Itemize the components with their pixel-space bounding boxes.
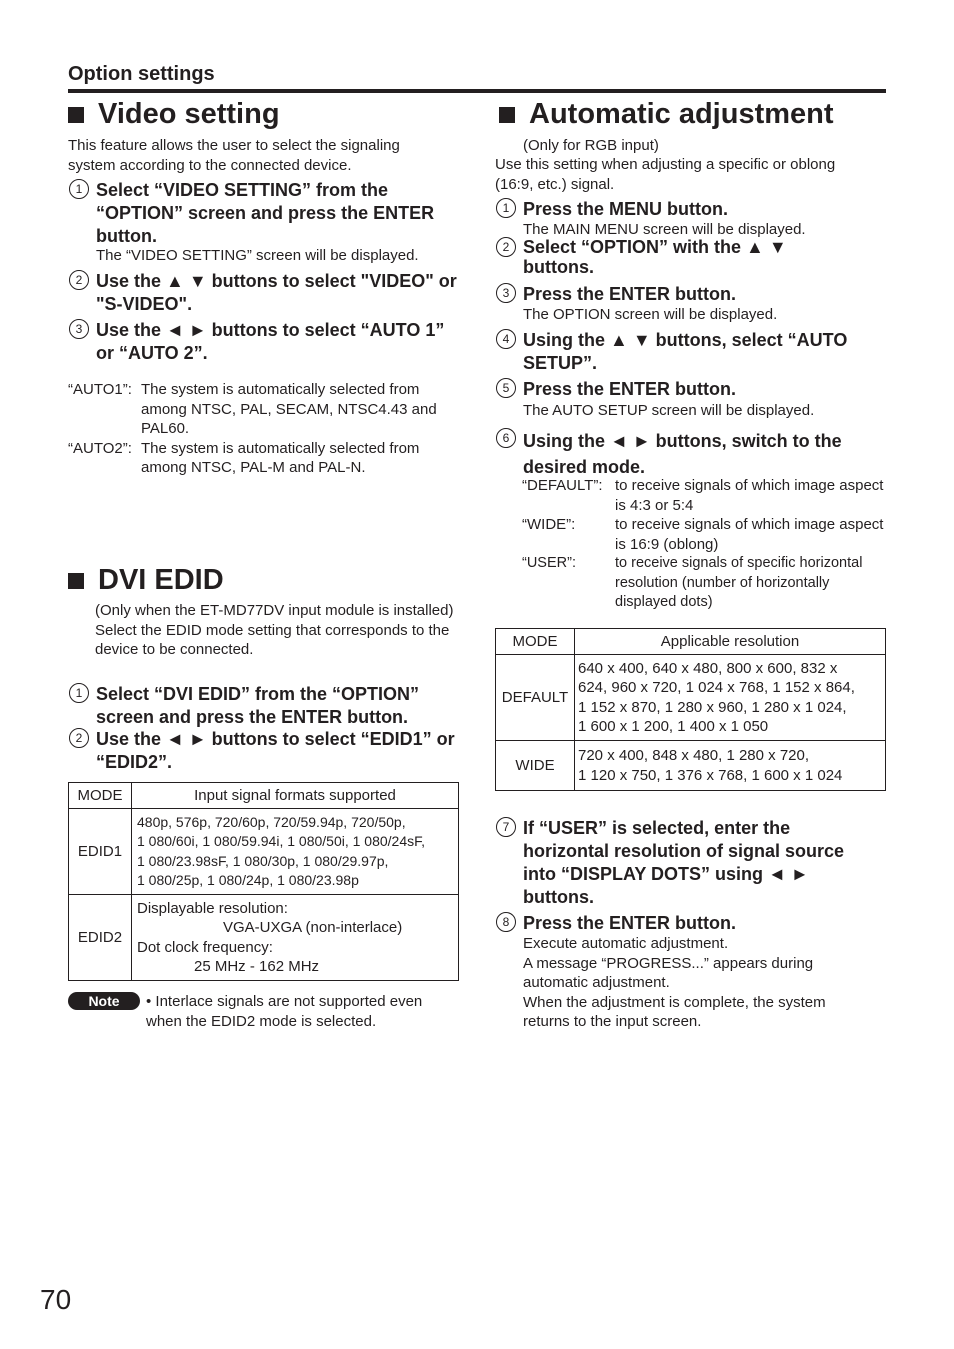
dvi-edid-heading bbox=[68, 564, 224, 597]
edid-table bbox=[68, 782, 459, 981]
auto-step-8 bbox=[502, 912, 873, 935]
square-bullet-icon bbox=[68, 573, 84, 589]
dvi-edid-intro-1: (Only when the ET-MD77DV input module is installed) bbox=[95, 602, 454, 619]
auto1-definition bbox=[68, 380, 468, 478]
square-bullet-icon bbox=[499, 107, 515, 123]
table-cell-formats bbox=[132, 809, 459, 895]
step-number: 4 bbox=[496, 329, 516, 349]
cell-line: 1 080/60i, 1 080/59.94i, 1 080/50i, 1 080/24sF, bbox=[137, 833, 426, 849]
step-text: Press the MENU button. bbox=[523, 199, 729, 219]
note-text: • Interlace signals are not supported even when the EDID2 mode is selected. bbox=[146, 993, 423, 1030]
step-text: Using the ◄ ► buttons, switch to the desired mode. bbox=[523, 431, 842, 477]
step-number: 5 bbox=[496, 378, 516, 398]
cell-line: 624, 960 x 720, 1 024 x 768, 1 152 x 864, bbox=[578, 679, 855, 696]
mode-key: “DEFAULT”: bbox=[522, 477, 603, 494]
step-text: Select “VIDEO SETTING” from the “OPTION” screen and press the ENTER button. bbox=[96, 180, 435, 246]
table-cell-mode: EDID2 bbox=[69, 895, 132, 981]
video-step-1-sub: The “VIDEO SETTING” screen will be displayed. bbox=[96, 247, 419, 264]
table-header: Input signal formats supported bbox=[132, 783, 459, 809]
cell-line: 1 120 x 750, 1 376 x 768, 1 600 x 1 024 bbox=[578, 766, 843, 784]
auto1-text: The system is automatically selected from among NTSC, PAL, SECAM, NTSC4.43 and PAL60. bbox=[141, 381, 437, 437]
auto1-label: “AUTO1”: bbox=[68, 381, 132, 398]
note-badge: Note bbox=[68, 992, 140, 1010]
mode-definition bbox=[522, 515, 884, 554]
cell-line: 1 152 x 870, 1 280 x 960, 1 280 x 1 024, bbox=[578, 698, 847, 716]
auto-adjust-intro-2: Use this setting when adjusting a specific or oblong (16:9, etc.) signal. bbox=[495, 156, 836, 193]
cell-line: Dot clock frequency: bbox=[137, 938, 273, 956]
table-cell-mode: EDID1 bbox=[69, 809, 132, 895]
table-row bbox=[69, 809, 459, 895]
mode-value: to receive signals of which image aspect is 4:3 or 5:4 bbox=[615, 477, 884, 514]
cell-line: 25 MHz - 162 MHz bbox=[194, 958, 320, 975]
auto-step-8-sub bbox=[523, 934, 863, 1032]
cell-line: 1 600 x 1 200, 1 400 x 1 050 bbox=[578, 718, 769, 735]
final-line: A message “PROGRESS...” appears during automatic adjustment. bbox=[523, 954, 814, 991]
section-label: Option settings bbox=[68, 63, 215, 85]
dvi-step-1 bbox=[75, 683, 464, 729]
table-cell-mode: WIDE bbox=[496, 741, 575, 791]
dvi-step-2 bbox=[75, 728, 464, 774]
header-rule bbox=[68, 89, 886, 93]
auto-step-4 bbox=[502, 329, 883, 375]
table-cell-mode: DEFAULT bbox=[496, 655, 575, 741]
step-number: 3 bbox=[496, 283, 516, 303]
auto-step-5-sub: The AUTO SETUP screen will be displayed. bbox=[523, 402, 815, 419]
video-step-3 bbox=[75, 319, 464, 365]
table-cell-resolutions bbox=[575, 655, 886, 741]
step-number: 6 bbox=[496, 428, 516, 448]
page-number: 70 bbox=[40, 1284, 72, 1315]
step-text: Use the ▲ ▼ buttons to select "VIDEO" or "S-VIDEO". bbox=[96, 271, 457, 314]
cell-line: Displayable resolution: bbox=[137, 899, 288, 917]
auto-step-6 bbox=[502, 428, 883, 480]
step-text: Use the ◄ ► buttons to select “EDID1” or “EDID2”. bbox=[96, 729, 455, 772]
mode-value: to receive signals of specific horizontal resolution (number of horizontally displayed dots) bbox=[615, 555, 863, 610]
dvi-edid-intro-2: Select the EDID mode setting that corresponds to the device to be connected. bbox=[95, 621, 450, 658]
step-number: 7 bbox=[496, 817, 516, 837]
cell-line: 480p, 576p, 720/60p, 720/59.94p, 720/50p, bbox=[137, 813, 406, 830]
auto-adjust-title: Automatic adjustment bbox=[529, 98, 834, 130]
auto-adjust-intro-1: (Only for RGB input) bbox=[523, 137, 659, 154]
step-number: 3 bbox=[69, 319, 89, 339]
step-text: Select “OPTION” with the ▲ ▼ buttons. bbox=[523, 237, 787, 277]
table-row bbox=[69, 895, 459, 981]
mode-definition bbox=[522, 554, 884, 613]
final-line: When the adjustment is complete, the system returns to the input screen. bbox=[523, 993, 826, 1030]
auto-step-3-sub: The OPTION screen will be displayed. bbox=[523, 306, 778, 323]
step-text: Press the ENTER button. bbox=[523, 379, 737, 399]
step-number: 2 bbox=[496, 237, 516, 257]
resolution-table bbox=[495, 628, 886, 791]
auto-step-2 bbox=[502, 237, 823, 277]
mode-definition bbox=[522, 476, 884, 515]
step-text: Select “DVI EDID” from the “OPTION” screen and press the ENTER button. bbox=[96, 684, 420, 727]
table-cell-resolutions bbox=[575, 741, 886, 791]
table-row bbox=[496, 741, 886, 791]
cell-line: 720 x 400, 848 x 480, 1 280 x 720, bbox=[578, 747, 810, 764]
auto2-text: The system is automatically selected from among NTSC, PAL-M and PAL-N. bbox=[141, 439, 420, 476]
step-number: 1 bbox=[69, 683, 89, 703]
auto-adjust-heading bbox=[499, 98, 834, 131]
dvi-edid-intro bbox=[95, 601, 457, 660]
cell-line: 1 080/23.98sF, 1 080/30p, 1 080/29.97p, bbox=[137, 852, 389, 869]
video-setting-title: Video setting bbox=[98, 98, 280, 130]
step-text: Use the ◄ ► buttons to select “AUTO 1” or “AUTO 2”. bbox=[96, 320, 445, 363]
video-setting-heading bbox=[68, 98, 280, 131]
video-step-2 bbox=[75, 270, 464, 316]
table-header: MODE bbox=[496, 629, 575, 655]
mode-definitions bbox=[522, 476, 884, 613]
table-header: Applicable resolution bbox=[575, 629, 886, 655]
step-text: Press the ENTER button. bbox=[523, 284, 737, 304]
step-text: Press the ENTER button. bbox=[523, 913, 737, 933]
table-row bbox=[496, 655, 886, 741]
step-number: 8 bbox=[496, 912, 516, 932]
table-header-row bbox=[496, 629, 886, 655]
mode-value: to receive signals of which image aspect is 16:9 (oblong) bbox=[615, 516, 884, 553]
table-header: MODE bbox=[69, 783, 132, 809]
auto-step-3 bbox=[502, 283, 883, 306]
cell-line: 640 x 400, 640 x 480, 800 x 600, 832 x bbox=[578, 659, 838, 677]
auto-step-5 bbox=[502, 378, 883, 401]
video-setting-intro: This feature allows the user to select the signaling system according to the connected device. bbox=[68, 137, 400, 174]
auto-step-7 bbox=[502, 817, 873, 909]
table-header-row bbox=[69, 783, 459, 809]
step-number: 2 bbox=[69, 270, 89, 290]
step-number: 1 bbox=[69, 179, 89, 199]
auto-step-1-sub: The MAIN MENU screen will be displayed. bbox=[523, 221, 806, 238]
mode-key: “USER”: bbox=[522, 555, 576, 571]
video-step-1 bbox=[75, 179, 464, 248]
step-number: 1 bbox=[496, 198, 516, 218]
dvi-edid-title: DVI EDID bbox=[98, 564, 224, 596]
mode-key: “WIDE”: bbox=[522, 516, 576, 533]
auto2-label: “AUTO2”: bbox=[68, 439, 132, 457]
square-bullet-icon bbox=[68, 107, 84, 123]
cell-line: VGA-UXGA (non-interlace) bbox=[223, 919, 403, 936]
auto-step-1 bbox=[502, 198, 883, 221]
final-line: Execute automatic adjustment. bbox=[523, 935, 729, 952]
cell-line: 1 080/25p, 1 080/24p, 1 080/23.98p bbox=[137, 872, 359, 888]
step-number: 2 bbox=[69, 728, 89, 748]
step-text: Using the ▲ ▼ buttons, select “AUTO SETUP”. bbox=[523, 330, 848, 373]
table-cell-formats bbox=[132, 895, 459, 981]
step-text: If “USER” is selected, enter the horizontal resolution of signal source into “DISPLAY DOTS” using ◄ ► buttons. bbox=[523, 818, 845, 907]
